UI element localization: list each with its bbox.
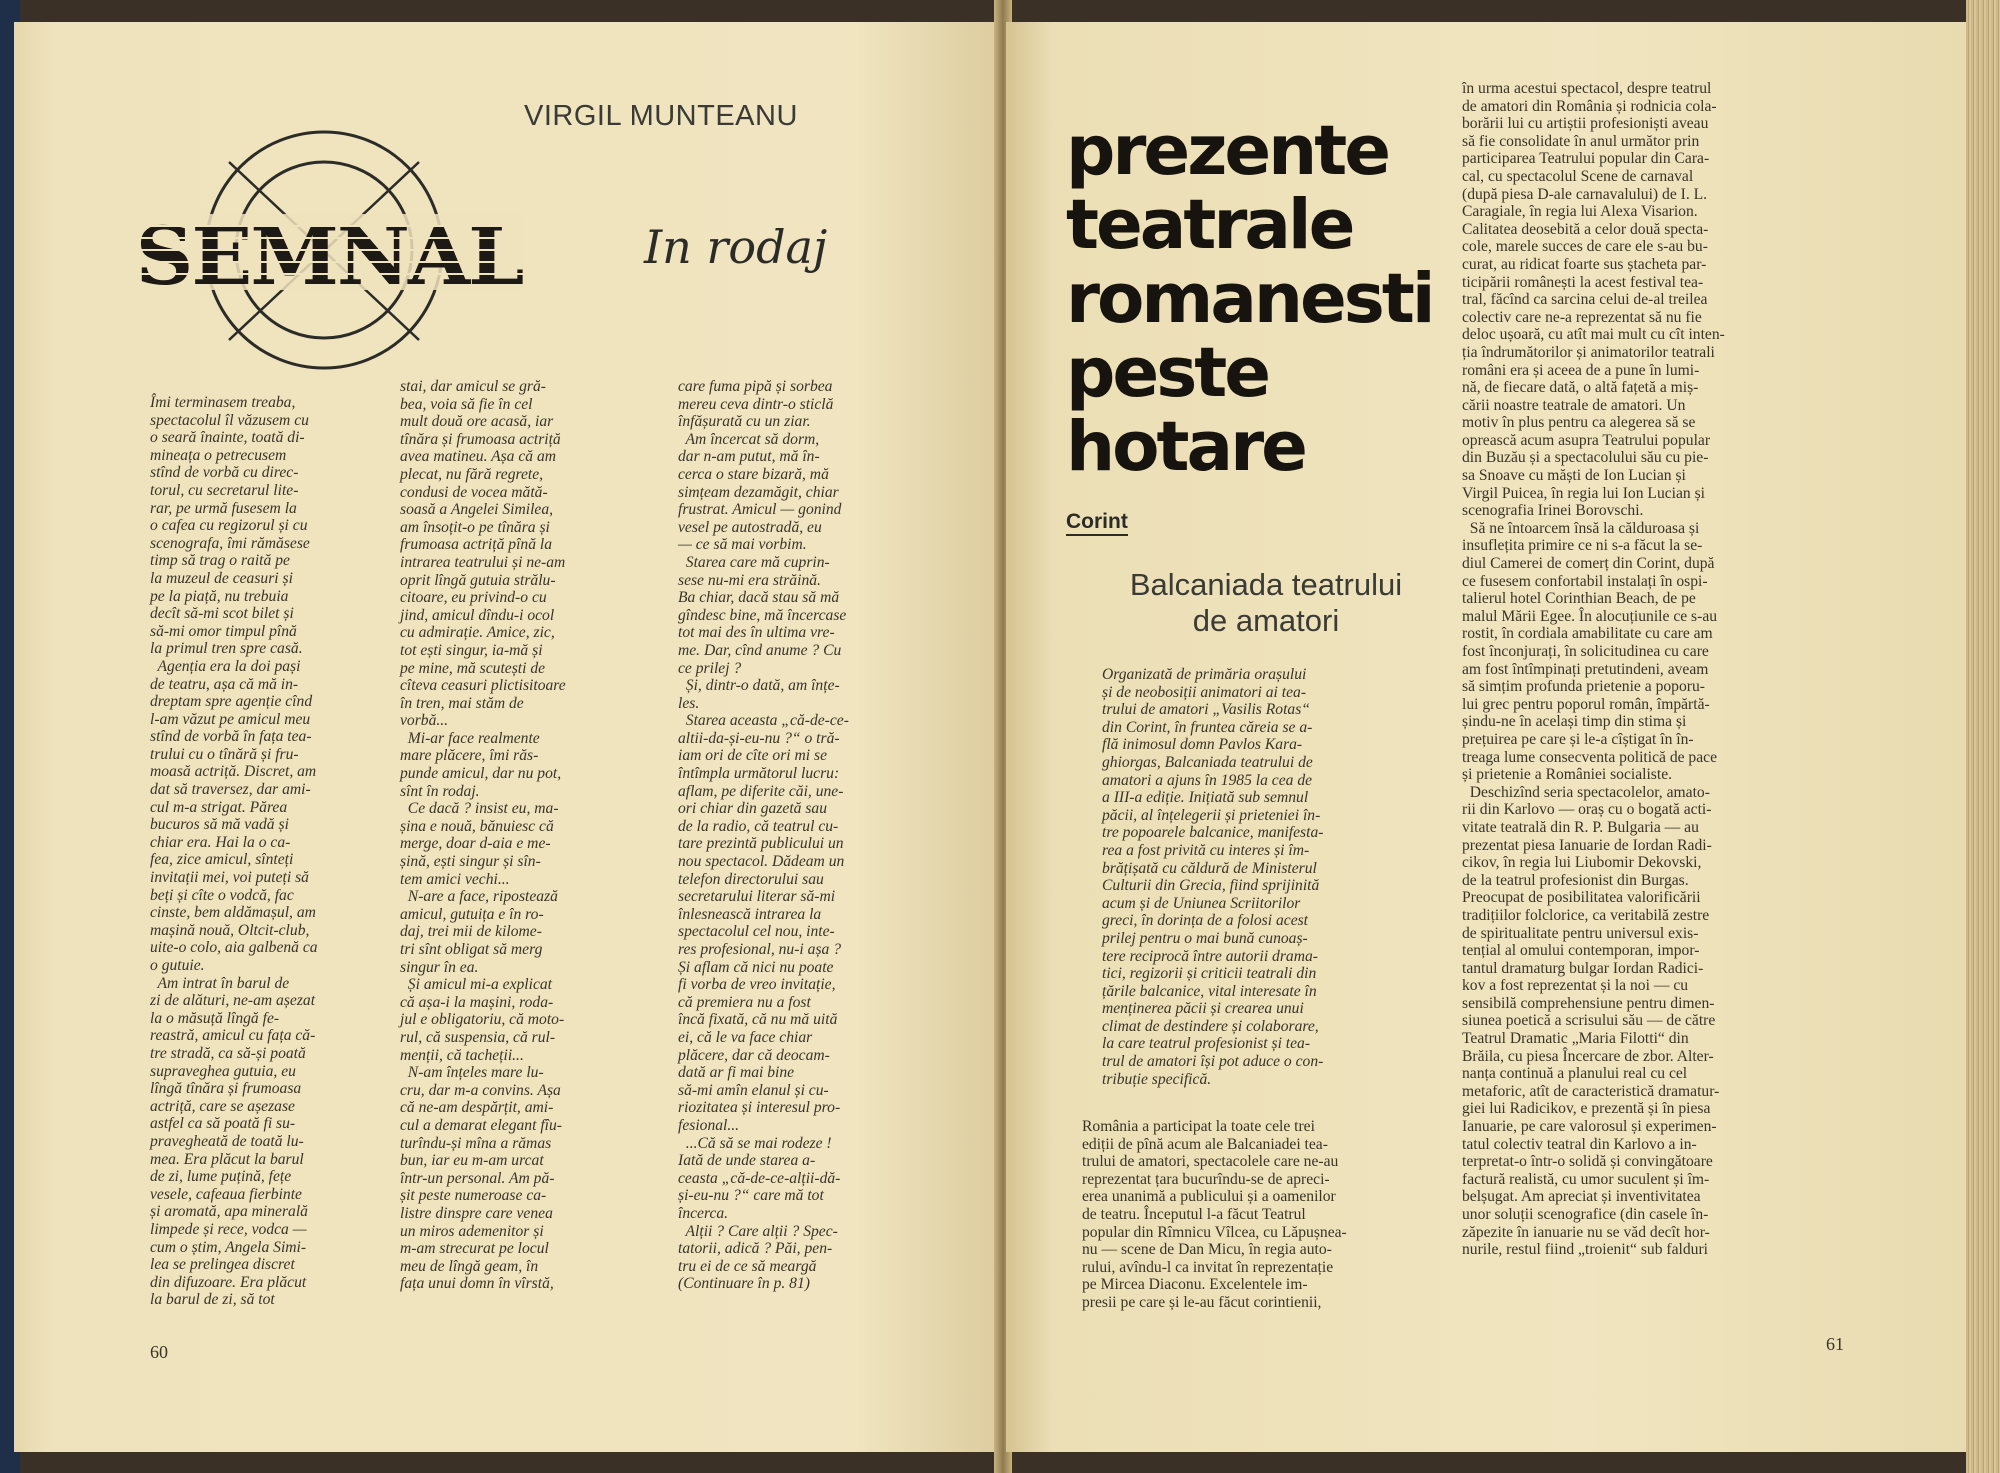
article-column-1: Îmi terminasem treaba, spectacolul îl văzusem cu o seară înainte, toată di- mineața o petrecusem stînd de vorbă cu direc- torul, cu secretarul lite- rar, pe urmă fusesem la o cafea cu regizorul și cu scenografa, îmi rămăsese timp să trag o raită pe la muzeul de ceasuri și pe la piață, nu trebuia decît să-mi scot bilet și să-mi omor timpul pînă la primul tren spre casă. Agenția era la doi pași de teatru, așa că mă in- dreptam spre agenție cînd l-am văzut pe amicul meu stînd de vorbă în fața tea- trului cu o tînără și fru- moasă actriță. Discret, am dat să traversez, dar ami- cul m-a strigat. Părea bucuros să mă vadă și chiar era. Hai la o ca- fea, zice amicul, sînteți invitații mei, voi puteți să beți și cîte o vodcă, fac cinste, bem aldămașul, am mașină nouă, Oltcit-club, uite-o colo, aia galbenă ca o gutuie. Am intrat în barul de zi de alături, ne-am așezat la o măsuță lîngă fe- reastră, amicul cu fața că- tre stradă, ca să-și poată supraveghea gutuia, eu lîngă tînăra și frumoasa actriță, care se așezase astfel ca să poată fi su- pravegheată de toată lu- mea. Era plăcut la barul de zi, lume puțină, fețe vesele, cafeaua fierbinte și aromată, apa minerală limpede și rece, vodca — cum o știm, Angela Simi- lea se prelingea discret din difuzoare. Era plăcut la barul de zi, să tot <box>150 394 318 1309</box>
page-block-edge <box>1966 0 2000 1473</box>
article-column-3: care fuma pipă și sorbea mereu ceva dintr-o sticlă înfășurată cu un ziar. Am încercat să dorm, dar n-am putut, mă în- cerca o stare bizară, mă simțeam dezamăgit, chiar frustrat. Amicul — gonind vesel pe autostradă, eu — ce să mai vorbim. Starea care mă cuprin- sese nu-mi era străină. Ba chiar, dacă stau să mă gîndesc bine, mă încercase tot mai des în ultima vre- me. Dar, cînd anume ? Cu ce prilej ? Și, dintr-o dată, am înțe- les. Starea aceasta „că-de-ce- altii-da-și-eu-nu ?“ o tră- iam ori de cîte ori mi se întîmpla următorul lucru: aflam, pe diferite căi, une- ori chiar din gazetă sau de la radio, că teatrul cu- tare prezintă publicului un nou spectacol. Dădeam un telefon directorului sau secretarului literar să-mi înlesnească intrarea la spectacolul cel nou, inte- res profesional, nu-i așa ? Și aflam că nici nu poate fi vorba de vreo invitație, că premiera nu a fost încă fixată, că nu mă uită ei, că le va face chiar plăcere, dar că deocam- dată ar fi mai bine să-mi amîn elanul și cu- riozitatea și interesul pro- fesional... ...Că să se mai rodeze ! Iată de unde starea a- ceasta „că-de-ce-alții-dă- și-eu-nu ?“ care mă tot încerca. Alții ? Care alții ? Spec- tatorii, adică ? Păi, pen- tru ei de ce să meargă (Continuare în p. 81) <box>678 378 849 1293</box>
article-kicker: In rodaj <box>644 220 828 274</box>
article-headline <box>1066 567 1466 639</box>
headline-line-1: Balcaniada teatrului <box>1129 567 1403 602</box>
section-title <box>1066 111 1433 487</box>
article-lead: Organizată de primăria orașului și de neobosiții animatori ai tea- trului de amatori „Vasilis Rotas“ din Corint, în fruntea căreia se a- flă inimosul domn Pavlos Kara- ghiorgas, Balcaniada teatrului de amatori a ajuns în 1985 la cea de a III-a ediție. Inițiată sub semnul păcii, al înțelegerii și prieteniei în- tre popoarele balcanice, manifesta- rea a fost privită cu interes și îm- brățișată cu căldură de Ministerul Culturii din Grecia, fiind sprijinită acum și de Uniunea Scriitorilor greci, în dorința de a folosi acest prilej pentru o mai bună cunoaș- tere reciprocă între autorii drama- tici, regizorii și criticii teatrali din țările balcanice, vital interesate în menținerea păcii și crearea unui climat de destindere și colaborare, la care teatrul profesionist și tea- trul de amatori își pot aduce o con- tribuție specifică. <box>1102 666 1324 1088</box>
left-page <box>14 22 1004 1452</box>
title-line: hotare <box>1066 407 1305 487</box>
article-column-2: stai, dar amicul se gră- bea, voia să fie în cel mult două ore acasă, iar tînăra și frumoasa actriță avea matineu. Așa că am plecat, nu fără regrete, condusi de vocea mătă- soasă a Angelei Similea, am însoțit-o pe tînăra și frumoasa actriță pînă la intrarea teatrului și ne-am oprit lîngă gutuia strălu- citoare, eu privind-o cu jind, amicul dîndu-i ocol cu admirație. Amice, zic, tot ești singur, ia-mă și pe mine, mă scutești de cîteva ceasuri plictisitoare în tren, mai stăm de vorbă... Mi-ar face realmente mare plăcere, îmi răs- punde amicul, dar nu pot, sînt în rodaj. Ce dacă ? insist eu, ma- șina e nouă, bănuiesc că merge, doar d-aia e me- șină, ești singur și sîn- tem amici vechi... N-are a face, ripostează amicul, gutuița e în ro- daj, trei mii de kilome- tri sînt obligat să merg singur în ea. Și amicul mi-a explicat că așa-i la mașini, roda- jul e obligatoriu, că moto- rul, că suspensia, că rul- menții, că tacheții... N-am înțeles mare lu- cru, dar m-a convins. Așa că ne-am despărțit, ami- cul a demarat elegant fîu- turîndu-și mîna a rămas bun, iar eu m-am urcat într-un personal. Am pă- șit peste numeroase ca- listre dinspre care venea un miros ademenitor și m-am strecurat pe locul meu de lîngă geam, în fața unui domn în vîrstă, <box>400 378 566 1293</box>
author-name: VIRGIL MUNTEANU <box>524 100 798 132</box>
semnal-logo <box>134 122 524 382</box>
logo-text: SEMNAL <box>135 209 523 303</box>
title-line: prezente <box>1066 111 1389 191</box>
title-line: peste <box>1066 333 1269 413</box>
title-line: romanesti <box>1066 259 1433 339</box>
headline-line-2: de amatori <box>1192 603 1340 638</box>
article-body-right: în urma acestui spectacol, despre teatrul de amatori din România și rodnicia cola- borării lui cu artiștii profesioniști aveau să fie consolidate în anul următor prin participarea Teatrului popular din Cara- cal, cu spectacolul Scene de carnaval (după piesa D-ale carnavalului) de I. L. Caragiale, în regia lui Alexa Visarion. Calitatea deosebită a celor două specta- cole, marele succes de care ele s-au bu- curat, au ridicat foarte sus ștacheta par- ticipării românești la acest festival tea- tral, făcînd ca sarcina celui de-al treilea colectiv care ne-a reprezentat să nu fie deloc ușoară, cu atît mai mult cu cît inten- ția îndrumătorilor și animatorilor teatrali români era și aceea de a pune în lumi- nă, de fiecare dată, o altă fațetă a miș- cării noastre teatrale de amatori. Un motiv în plus pentru ca alegerea să se oprească acum asupra Teatrului popular din Buzău și a spectacolului său cu pie- sa Snoave cu măști de Ion Lucian și Virgil Puicea, în regia lui Ion Lucian și scenografia Irinei Borovschi. Să ne întoarcem însă la călduroasa și insuflețita primire ce ni s-a făcut la se- diul Camerei de comerț din Corint, după ce fusesem confortabil instalați în ospi- talierul hotel Corinthian Beach, de pe malul Mării Egee. În alocuțiunile ce s-au rostit, în cordiala amabilitate cu care am fost înconjurați, în solicitudinea cu care am fost întîmpinați pretutindeni, aveam să simțim profunda prietenie a poporu- lui grec pentru poporul român, împărtă- șindu-ne în același timp din stima și prețuirea pe care și le-a cîștigat în în- treaga lume consecventa politică de pace și prietenie a României socialiste. Deschizînd seria spectacolelor, amato- rii din Karlovo — oraș cu o bogată acti- vitate teatrală din R. P. Bulgaria — au prezentat piesa Ianuarie de Iordan Radi- cikov, în regia lui Liubomir Dekovski, de la teatrul profesionist din Burgas. Preocupat de posibilitatea valorificării tradițiilor folclorice, ca veritabilă zestre de spiritualitate pentru universul exis- tențial al omului contemporan, impor- tantul dramaturg bulgar Iordan Radici- kov a fost reprezentat și la noi — cu sensibilă comprehensiune pentru dimen- siunea poetică a scrisului său — de către Teatrul Dramatic „Maria Filotti“ din Brăila, cu piesa Încercare de zbor. Alter- nanța continuă a planului real cu cel metaforic, atît de caracteristică dramatur- giei lui Radicikov, e prezentă și în piesa Ianuarie, pe care valorosul și experimen- tatul colectiv teatral din Karlovo a in- terpretat-o într-o solidă și convingătoare factură realistă, cu umor suculent și îm- belșugat. Am apreciat și inventivitatea unor soluții scenografice (din casele în- zăpezite în ianuarie nu se văd decît hor- nurile, restul fiind „troienit“ sub falduri <box>1462 80 1725 1259</box>
title-line: teatrale <box>1066 185 1353 265</box>
page-number-left: 60 <box>150 1342 168 1362</box>
right-page <box>1006 22 1966 1452</box>
dateline-source: Corint <box>1066 510 1128 536</box>
page-number-right: 61 <box>1826 1334 1844 1354</box>
article-body-left: România a participat la toate cele trei ediții de pînă acum ale Balcaniadei tea- trului de amatori, spectacolele care ne-au reprezentat țara bucurîndu-se de apreci- erea unanimă a publicului și a oamenilor de teatru. Începutul l-a făcut Teatrul popular din Rîmnicu Vîlcea, cu Lăpușnea- nu — scene de Dan Micu, în regia auto- rului, avîndu-l ca invitat în reprezentație pe Mircea Diaconu. Excelentele im- presii pe care și le-au făcut corintienii, <box>1082 1118 1347 1311</box>
